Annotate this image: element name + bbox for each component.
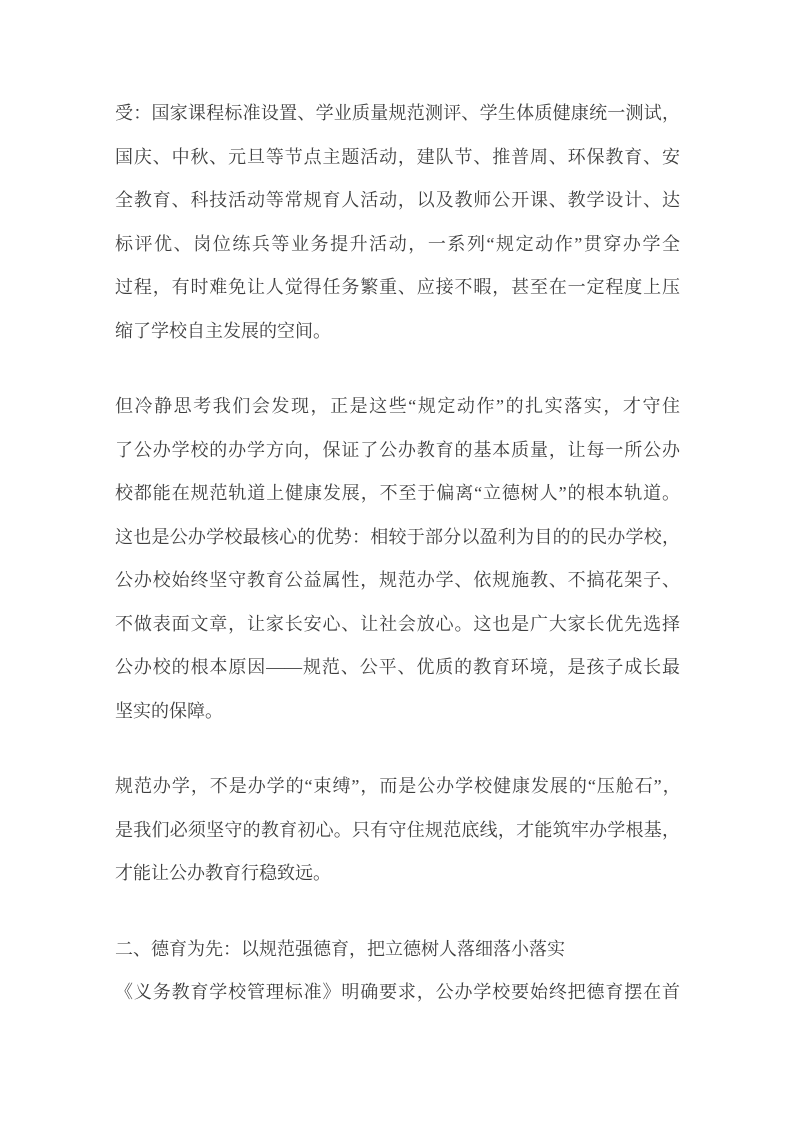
text-line: 是我们必须坚守的教育初心。只有守住规范底线，才能筑牢办学根基，	[115, 819, 680, 840]
text-line: 《义务教育学校管理标准》明确要求，公办学校要始终把德育摆在首	[115, 982, 680, 1002]
text-line: 公办校始终坚守教育公益属性，规范办学、依规施教、不搞花架子、	[115, 570, 680, 590]
text-line: 但冷静思考我们会发现，正是这些“规定动作”的扎实落实，才守住	[115, 396, 680, 416]
paragraph-ballast-stone	[115, 765, 680, 896]
text-line: 过程，有时难免让人觉得任务繁重、应接不暇，甚至在一定程度上压	[115, 277, 680, 297]
text-line: 受：国家课程标准设置、学业质量规范测评、学生体质健康统一测试，	[115, 103, 680, 123]
text-line: 才能让公办教育行稳致远。	[115, 863, 331, 883]
text-line: 公办校的根本原因——规范、公平、优质的教育环境，是孩子成长最	[115, 657, 680, 677]
section-heading-moral-education	[115, 928, 680, 972]
paragraph-regulated-actions	[115, 92, 680, 353]
text-line: 校都能在规范轨道上健康发展，不至于偏离“立德树人”的根本轨道。	[115, 483, 680, 503]
text-line: 标评优、岗位练兵等业务提升活动，一系列“规定动作”贯穿办学全	[115, 233, 680, 254]
text-line: 国庆、中秋、元旦等节点主题活动，建队节、推普周、环保教育、安	[115, 146, 680, 167]
text-line: 缩了学校自主发展的空间。	[115, 320, 331, 341]
text-line: 不做表面文章，让家长安心、让社会放心。这也是广大家长优先选择	[115, 613, 680, 634]
heading-text-line: 二、德育为先：以规范强德育，把立德树人落细落小落实	[115, 938, 565, 959]
paragraph-calm-reflection	[115, 385, 680, 733]
text-line: 规范办学，不是办学的“束缚”，而是公办学校健康发展的“压舱石”，	[115, 776, 680, 796]
paragraph-management-standard	[115, 971, 680, 1015]
text-line: 全教育、科技活动等常规育人活动，以及教师公开课、教学设计、达	[115, 190, 680, 210]
text-line: 了公办学校的办学方向，保证了公办教育的基本质量，让每一所公办	[115, 439, 680, 460]
text-line: 这也是公办学校最核心的优势：相较于部分以盈利为目的的民办学校，	[115, 526, 680, 547]
text-line: 坚实的保障。	[115, 700, 223, 721]
